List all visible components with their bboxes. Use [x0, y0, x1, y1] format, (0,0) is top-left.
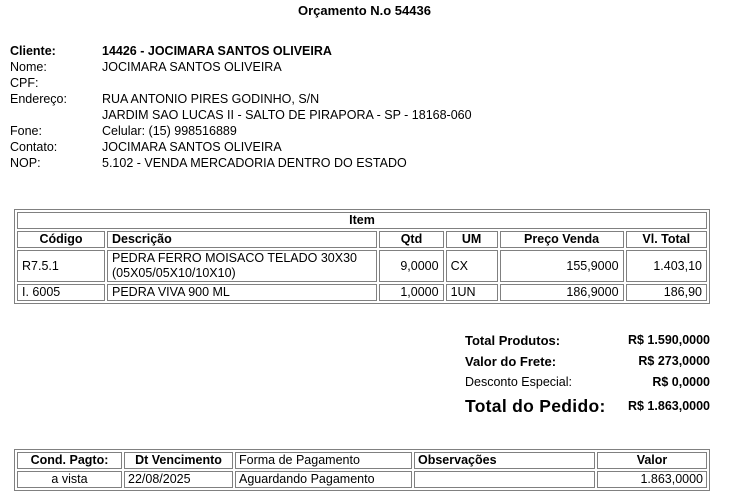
- payment-table: [14, 449, 710, 491]
- address-line-1: RUA ANTONIO PIRES GODINHO, S/N: [102, 92, 320, 106]
- item-total: 186,90: [626, 284, 707, 301]
- client-row: [10, 43, 472, 59]
- item-codigo: I. 6005: [17, 284, 105, 301]
- header-forma-pagamento: Forma de Pagamento: [235, 452, 412, 469]
- item-um: 1UN: [446, 284, 498, 301]
- item-qtd: 9,0000: [379, 250, 443, 282]
- header-descricao: Descrição: [107, 231, 377, 248]
- header-total: Vl. Total: [626, 231, 707, 248]
- total-produtos-value: R$ 1.590,0000: [627, 333, 710, 347]
- frete-label: Valor do Frete:: [465, 354, 557, 369]
- address-row: [10, 91, 472, 107]
- table-row: [17, 284, 707, 301]
- client-label: Cliente:: [10, 44, 56, 58]
- item-descricao-line-1: PEDRA FERRO MOISACO TELADO 30X30: [112, 251, 357, 265]
- total-pedido-row: [465, 393, 710, 419]
- item-preco: 186,9000: [500, 284, 624, 301]
- payment-valor: 1.863,0000: [597, 471, 707, 488]
- payment-vencimento: 22/08/2025: [124, 471, 233, 488]
- item-total: 1.403,10: [626, 250, 707, 282]
- address-label: Endereço:: [10, 92, 67, 106]
- table-row: [17, 250, 707, 282]
- header-qtd: Qtd: [379, 231, 443, 248]
- contact-value: JOCIMARA SANTOS OLIVEIRA: [102, 140, 282, 154]
- total-pedido-value: R$ 1.863,0000: [627, 399, 710, 413]
- name-value: JOCIMARA SANTOS OLIVEIRA: [102, 60, 282, 74]
- item-preco: 155,9000: [500, 250, 624, 282]
- frete-value: R$ 273,0000: [638, 354, 710, 368]
- desconto-value: R$ 0,0000: [652, 375, 710, 389]
- item-codigo: R7.5.1: [17, 250, 105, 282]
- payment-obs: [414, 471, 595, 488]
- address-line-2: JARDIM SAO LUCAS II - SALTO DE PIRAPORA - SP - 18168-060: [102, 108, 472, 122]
- header-observacoes: Observações: [414, 452, 595, 469]
- header-valor: Valor: [597, 452, 707, 469]
- header-cond-pagto: Cond. Pagto:: [17, 452, 122, 469]
- items-table: [14, 209, 710, 304]
- desconto-row: [465, 372, 710, 393]
- items-caption-row: [17, 212, 707, 229]
- payment-cond: a vista: [17, 471, 122, 488]
- address-row-2: [10, 107, 472, 123]
- phone-value: Celular: (15) 998516889: [102, 124, 237, 138]
- total-produtos-row: [465, 330, 710, 351]
- contact-label: Contato:: [10, 140, 58, 154]
- cpf-row: [10, 75, 472, 91]
- header-dt-vencimento: Dt Vencimento: [124, 452, 233, 469]
- item-um: CX: [446, 250, 498, 282]
- header-um: UM: [446, 231, 498, 248]
- payment-header-row: [17, 452, 707, 469]
- payment-forma: Aguardando Pagamento: [235, 471, 412, 488]
- cpf-label: CPF:: [10, 76, 39, 90]
- item-descricao-line-2: (05X05/05X10/10X10): [112, 266, 236, 280]
- name-row: [10, 59, 472, 75]
- nop-value: 5.102 - VENDA MERCADORIA DENTRO DO ESTADO: [102, 156, 407, 170]
- frete-row: [465, 351, 710, 372]
- phone-row: [10, 123, 472, 139]
- total-pedido-label: Total do Pedido:: [465, 396, 606, 416]
- item-descricao: [107, 250, 377, 282]
- header-codigo: Código: [17, 231, 105, 248]
- nop-row: [10, 155, 472, 171]
- item-descricao: PEDRA VIVA 900 ML: [107, 284, 377, 301]
- desconto-label: Desconto Especial:: [465, 375, 573, 389]
- nop-label: NOP:: [10, 156, 41, 170]
- header-preco: Preço Venda: [500, 231, 624, 248]
- items-header-row: [17, 231, 707, 248]
- items-caption: Item: [17, 212, 707, 229]
- client-value: 14426 - JOCIMARA SANTOS OLIVEIRA: [102, 44, 332, 58]
- item-qtd: 1,0000: [379, 284, 443, 301]
- name-label: Nome:: [10, 60, 47, 74]
- document-title: Orçamento N.o 54436: [298, 3, 431, 18]
- client-info: [10, 43, 472, 171]
- contact-row: [10, 139, 472, 155]
- total-produtos-label: Total Produtos:: [465, 333, 561, 348]
- phone-label: Fone:: [10, 124, 42, 138]
- totals-block: [465, 330, 710, 419]
- payment-row: [17, 471, 707, 488]
